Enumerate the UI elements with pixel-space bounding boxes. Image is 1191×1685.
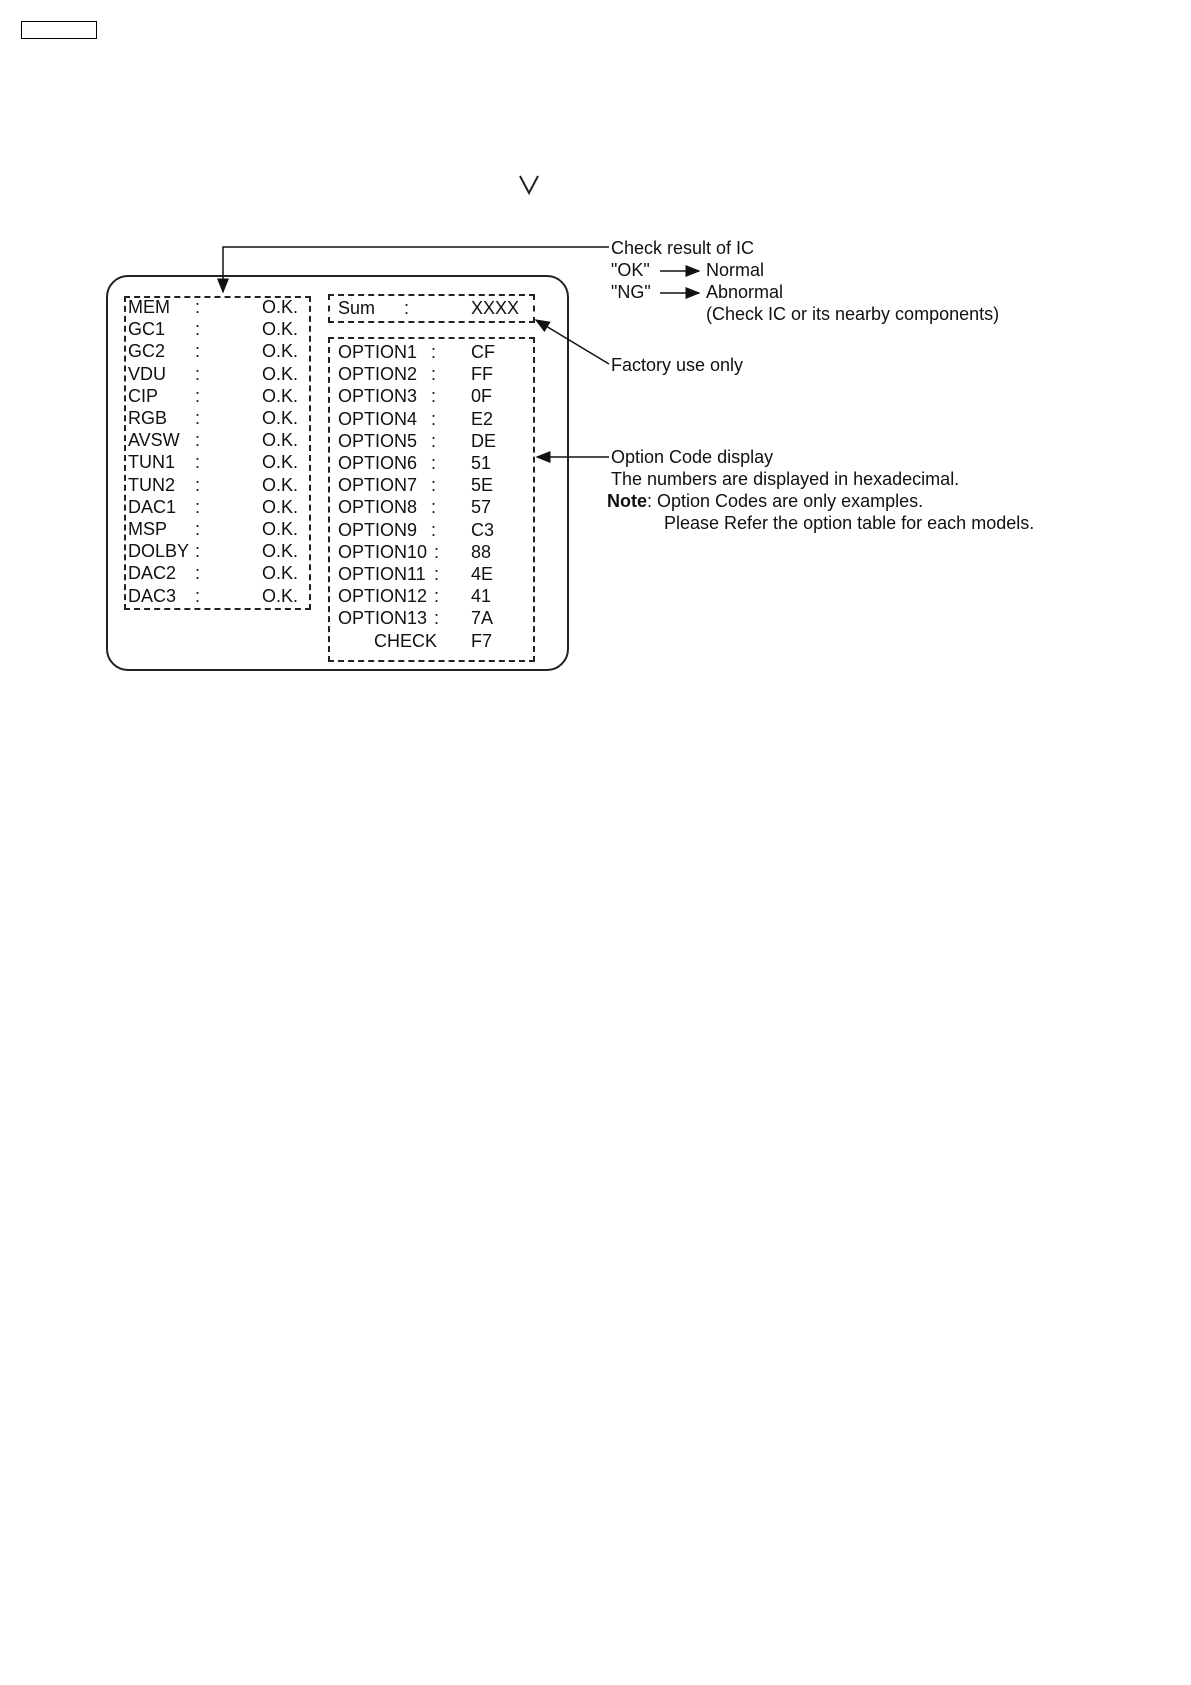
option-sep: : bbox=[431, 386, 437, 407]
option-display-line2: The numbers are displayed in hexadecimal. bbox=[611, 469, 960, 489]
ic-status: O.K. bbox=[262, 385, 299, 406]
note-text: : Option Codes are only examples. bbox=[647, 491, 924, 511]
option-name: OPTION11 bbox=[338, 564, 426, 584]
option-value: E2 bbox=[471, 408, 494, 429]
option-value: FF bbox=[471, 364, 493, 385]
option-name: OPTION5 bbox=[338, 430, 418, 451]
ic-sep: : bbox=[195, 452, 201, 473]
ic-name: DAC3 bbox=[128, 585, 177, 606]
ic-name: TUN2 bbox=[128, 474, 176, 495]
ok-meaning: Normal bbox=[706, 260, 765, 280]
ic-status: O.K. bbox=[262, 519, 299, 539]
ic-sep: : bbox=[195, 297, 201, 317]
option-sep: : bbox=[431, 475, 437, 496]
factory-use-label: Factory use only bbox=[611, 355, 744, 375]
ic-status: O.K. bbox=[262, 452, 299, 473]
sum-label: Sum bbox=[338, 298, 376, 318]
ic-sep: : bbox=[195, 541, 201, 562]
ic-status: O.K. bbox=[262, 408, 299, 428]
ic-name: MEM bbox=[128, 297, 170, 317]
option-name: OPTION6 bbox=[338, 453, 418, 473]
option-sep: : bbox=[434, 564, 440, 584]
option-value: 5E bbox=[471, 475, 494, 496]
option-value: 41 bbox=[471, 586, 492, 607]
ic-sep: : bbox=[195, 585, 201, 606]
ng-meaning: Abnormal bbox=[706, 282, 784, 302]
option-sep: : bbox=[431, 453, 437, 473]
option-sep: : bbox=[431, 430, 437, 451]
option-name: OPTION13 bbox=[338, 608, 428, 629]
note-line1 bbox=[607, 490, 923, 512]
option-value: 51 bbox=[471, 453, 492, 473]
option-name: OPTION4 bbox=[338, 408, 418, 429]
check-result-title: Check result of IC bbox=[611, 238, 755, 258]
option-name: OPTION10 bbox=[338, 541, 428, 562]
ic-name: DAC2 bbox=[128, 563, 177, 584]
option-sep: : bbox=[431, 342, 437, 362]
option-value: 88 bbox=[471, 541, 492, 562]
ic-name: AVSW bbox=[128, 430, 180, 451]
option-name: OPTION12 bbox=[338, 586, 428, 607]
option-name: OPTION8 bbox=[338, 497, 418, 518]
sum-value: XXXX bbox=[471, 298, 520, 318]
ok-code: "OK" bbox=[611, 260, 650, 280]
option-value: DE bbox=[471, 430, 497, 451]
ic-status: O.K. bbox=[262, 297, 299, 317]
option-display-title: Option Code display bbox=[611, 447, 774, 467]
option-name: OPTION7 bbox=[338, 475, 418, 496]
ic-status: O.K. bbox=[262, 363, 299, 384]
ic-sep: : bbox=[195, 385, 201, 406]
ic-status: O.K. bbox=[262, 341, 299, 362]
ic-name: GC1 bbox=[128, 319, 166, 340]
factory-leader bbox=[536, 320, 609, 364]
option-sep: : bbox=[431, 497, 437, 518]
sum-sep: : bbox=[404, 298, 410, 318]
ic-name: DOLBY bbox=[128, 541, 190, 562]
ic-status: O.K. bbox=[262, 430, 299, 451]
option-name: OPTION1 bbox=[338, 342, 418, 362]
option-name: OPTION2 bbox=[338, 364, 418, 385]
ic-status: O.K. bbox=[262, 474, 299, 495]
option-check-value: F7 bbox=[471, 631, 493, 651]
ic-status: O.K. bbox=[262, 585, 299, 606]
option-value: CF bbox=[471, 342, 495, 362]
ic-sep: : bbox=[195, 319, 201, 340]
option-name: OPTION9 bbox=[338, 519, 418, 540]
ic-sep: : bbox=[195, 363, 201, 384]
option-value: 0F bbox=[471, 386, 493, 407]
ic-sep: : bbox=[195, 563, 201, 584]
option-value: 4E bbox=[471, 564, 494, 584]
option-sep: : bbox=[431, 408, 437, 429]
ic-name: DAC1 bbox=[128, 496, 177, 517]
ic-status: O.K. bbox=[262, 563, 299, 584]
ic-sep: : bbox=[195, 408, 201, 428]
ic-name: VDU bbox=[128, 363, 167, 384]
note-label: Note bbox=[607, 491, 647, 511]
ic-sep: : bbox=[195, 430, 201, 451]
ng-code: "NG" bbox=[611, 282, 651, 302]
ic-sep: : bbox=[195, 341, 201, 362]
ic-name: CIP bbox=[128, 385, 159, 406]
option-value: C3 bbox=[471, 519, 495, 540]
ic-name: RGB bbox=[128, 408, 168, 428]
ic-sep: : bbox=[195, 519, 201, 539]
ic-status: O.K. bbox=[262, 541, 299, 562]
option-sep: : bbox=[434, 586, 440, 607]
option-value: 7A bbox=[471, 608, 494, 629]
ic-name: GC2 bbox=[128, 341, 166, 362]
ic-name: MSP bbox=[128, 519, 168, 539]
option-value: 57 bbox=[471, 497, 492, 518]
ic-status: O.K. bbox=[262, 319, 299, 340]
ic-name: TUN1 bbox=[128, 452, 176, 473]
ic-sep: : bbox=[195, 496, 201, 517]
note-line2: Please Refer the option table for each models. bbox=[664, 513, 1035, 533]
option-sep: : bbox=[434, 608, 440, 629]
ng-detail: (Check IC or its nearby components) bbox=[706, 304, 1000, 324]
ic-sep: : bbox=[195, 474, 201, 495]
option-name: OPTION3 bbox=[338, 386, 418, 407]
option-sep: : bbox=[434, 541, 440, 562]
check-result-leader bbox=[223, 247, 609, 292]
option-sep: : bbox=[431, 519, 437, 540]
option-check-label: CHECK bbox=[374, 631, 438, 651]
option-sep: : bbox=[431, 364, 437, 385]
ic-status: O.K. bbox=[262, 496, 299, 517]
